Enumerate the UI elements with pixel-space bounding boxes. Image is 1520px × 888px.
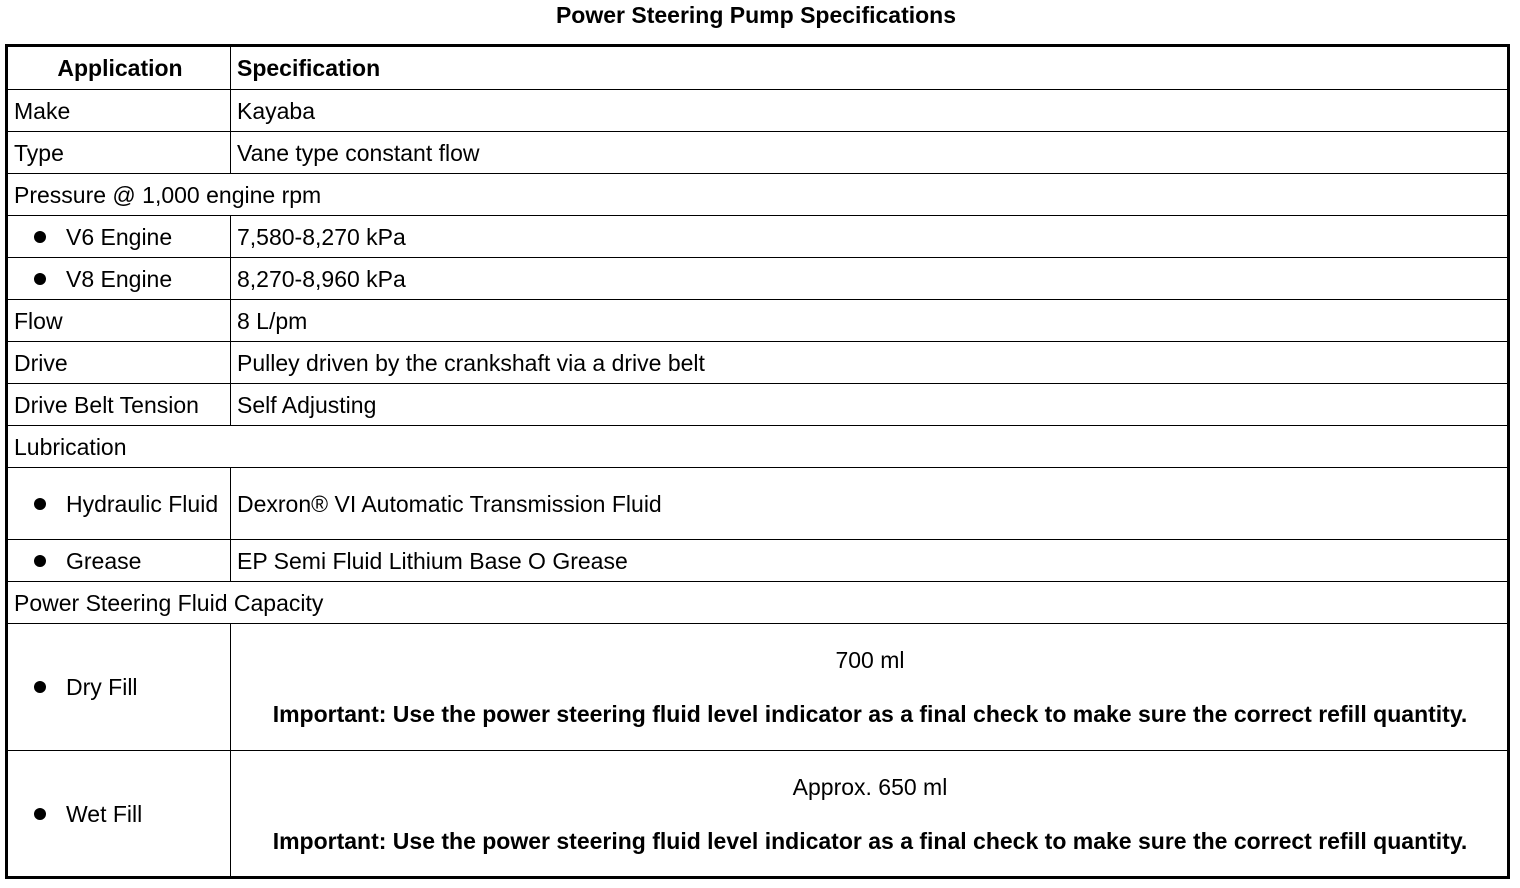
table-row-type bbox=[7, 132, 1509, 174]
bullet-icon bbox=[34, 231, 46, 243]
important-note: Important: Use the power steering fluid level indicator as a final check to make sure the correct refill quantity. bbox=[272, 701, 1468, 727]
application-cell: Drive bbox=[7, 342, 231, 384]
section-heading-cell: Lubrication bbox=[7, 426, 1509, 468]
bullet-icon bbox=[34, 273, 46, 285]
table-row-make bbox=[7, 90, 1509, 132]
column-header-specification: Specification bbox=[231, 46, 1509, 90]
page-title: Power Steering Pump Specifications bbox=[555, 2, 957, 28]
specification-cell: 8,270-8,960 kPa bbox=[231, 258, 1509, 300]
application-cell: Make bbox=[7, 90, 231, 132]
table-row-drive-belt-tension bbox=[7, 384, 1509, 426]
table-row-dry-fill bbox=[7, 624, 1509, 751]
table-header-row bbox=[7, 46, 1509, 90]
application-label: Hydraulic Fluid bbox=[66, 490, 219, 517]
application-cell bbox=[7, 540, 231, 582]
specification-cell bbox=[231, 751, 1509, 878]
table-row-v8 bbox=[7, 258, 1509, 300]
application-label: V8 Engine bbox=[66, 265, 173, 292]
section-heading-cell: Pressure @ 1,000 engine rpm bbox=[7, 174, 1509, 216]
bullet-icon bbox=[34, 808, 46, 820]
specification-cell: Pulley driven by the crankshaft via a drive belt bbox=[231, 342, 1509, 384]
capacity-value: 700 ml bbox=[835, 647, 905, 673]
specification-cell bbox=[231, 624, 1509, 751]
specification-cell: Kayaba bbox=[231, 90, 1509, 132]
bullet-icon bbox=[34, 555, 46, 567]
table-row-v6 bbox=[7, 216, 1509, 258]
application-cell bbox=[7, 216, 231, 258]
specification-cell: EP Semi Fluid Lithium Base O Grease bbox=[231, 540, 1509, 582]
important-note: Important: Use the power steering fluid level indicator as a final check to make sure the correct refill quantity. bbox=[272, 827, 1468, 854]
table-row-pressure-section bbox=[7, 174, 1509, 216]
application-cell bbox=[7, 751, 231, 878]
table-row-grease bbox=[7, 540, 1509, 582]
specifications-table bbox=[5, 44, 1510, 879]
application-cell: Flow bbox=[7, 300, 231, 342]
application-label: V6 Engine bbox=[66, 223, 173, 250]
application-cell: Drive Belt Tension bbox=[7, 384, 231, 426]
table-row-wet-fill bbox=[7, 751, 1509, 878]
application-label: Grease bbox=[66, 547, 142, 574]
section-heading-cell: Power Steering Fluid Capacity bbox=[7, 582, 1509, 624]
application-label: Wet Fill bbox=[66, 800, 143, 827]
table-row-hydraulic-fluid bbox=[7, 468, 1509, 540]
application-cell bbox=[7, 624, 231, 751]
capacity-value: Approx. 650 ml bbox=[792, 773, 948, 800]
application-label: Dry Fill bbox=[66, 674, 138, 700]
column-header-application: Application bbox=[7, 46, 231, 90]
application-cell: Type bbox=[7, 132, 231, 174]
specification-cell: 8 L/pm bbox=[231, 300, 1509, 342]
application-cell bbox=[7, 468, 231, 540]
table-row-lubrication-section bbox=[7, 426, 1509, 468]
table-row-flow bbox=[7, 300, 1509, 342]
bullet-icon bbox=[34, 498, 46, 510]
specification-cell: Dexron® VI Automatic Transmission Fluid bbox=[231, 468, 1509, 540]
bullet-icon bbox=[34, 681, 46, 693]
application-cell bbox=[7, 258, 231, 300]
specification-cell: Vane type constant flow bbox=[231, 132, 1509, 174]
table-row-capacity-section bbox=[7, 582, 1509, 624]
specification-cell: Self Adjusting bbox=[231, 384, 1509, 426]
table-row-drive bbox=[7, 342, 1509, 384]
specification-cell: 7,580-8,270 kPa bbox=[231, 216, 1509, 258]
